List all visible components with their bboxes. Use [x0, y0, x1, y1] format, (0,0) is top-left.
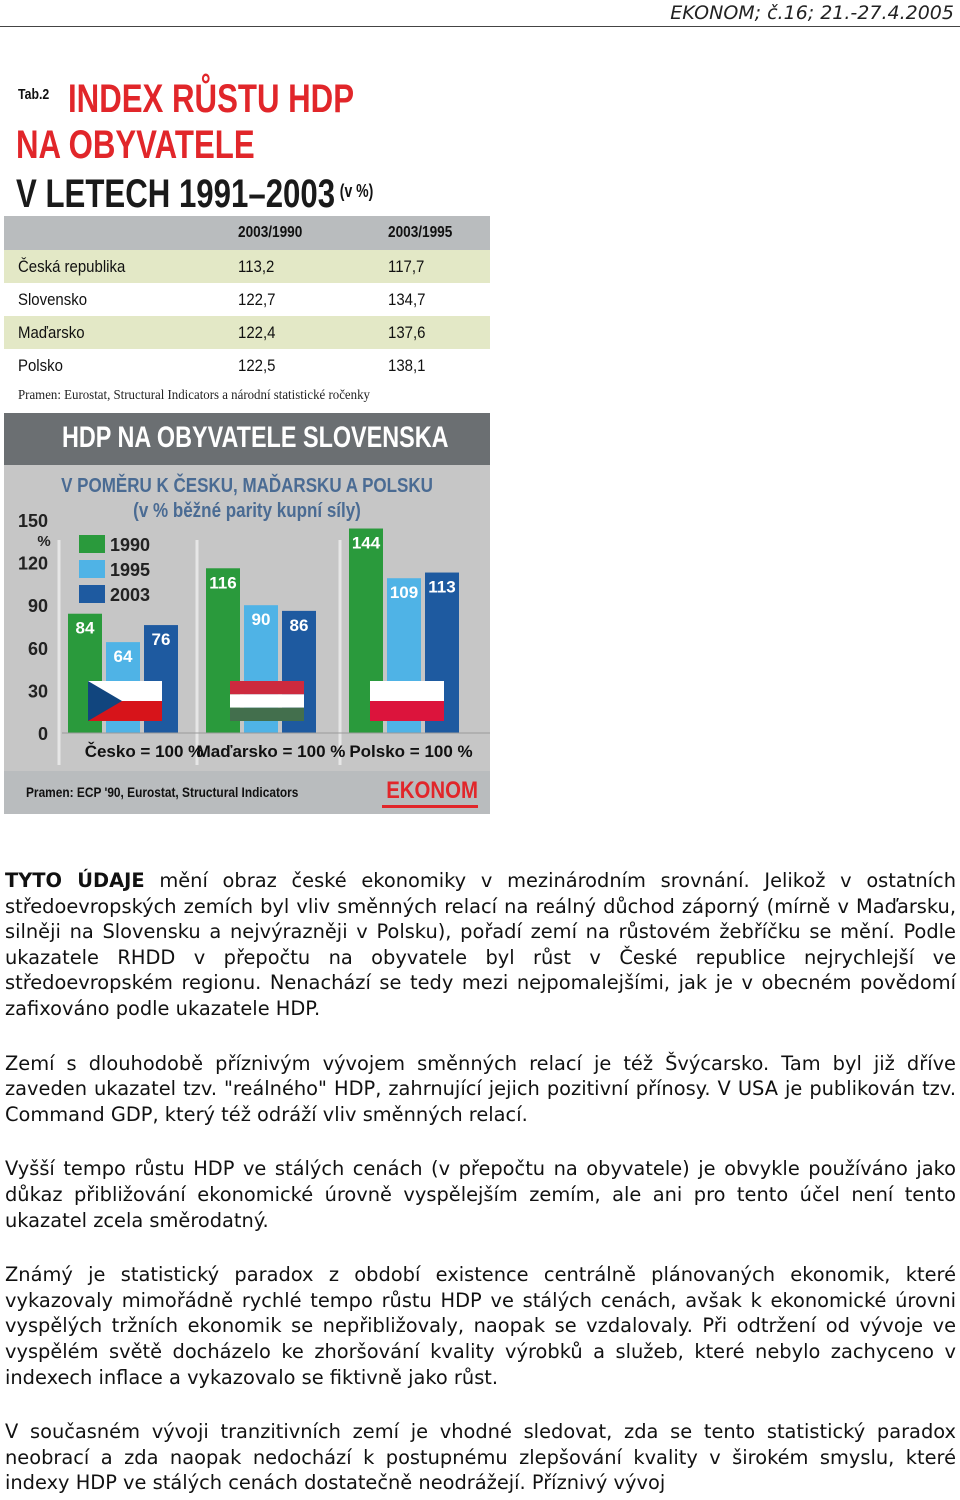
chart-source-bar	[4, 771, 490, 814]
bar-value-label: 113	[428, 577, 456, 597]
chart-title: HDP NA OBYVATELE SLOVENSKA	[62, 421, 449, 454]
bar-value-label: 76	[151, 630, 171, 650]
bar-value-label: 116	[209, 573, 237, 593]
bar-chart	[4, 465, 490, 771]
table-title-line-3	[16, 168, 373, 217]
chart-title-bar	[4, 413, 490, 465]
logo-underline	[382, 805, 478, 808]
table-title-text: V LETECH 1991–2003	[16, 172, 336, 216]
table-row	[4, 316, 490, 349]
y-tick-label: 0	[37, 724, 48, 744]
bar-value-label: 144	[351, 533, 381, 553]
y-tick-label: 60	[27, 638, 48, 659]
bar-value-label: 86	[289, 615, 309, 635]
category-label: Maďarsko = 100 %	[196, 742, 346, 761]
y-tick-label: 120	[17, 553, 48, 574]
table-cell: 117,7	[388, 257, 425, 276]
chart-area	[4, 465, 490, 771]
paragraph: V současném vývoji tranzitivních zemí je vhodné sledovat, zda se tento statistický paradox neobrací a zda naopak nedochází k postupnému zlepšování kvality v širokém smyslu, které indexy HDP ve stálých cenách dostatečně neodrážejí. Příznivý vývoj	[5, 1420, 956, 1495]
bar-value-label: 90	[251, 610, 271, 630]
table-row	[4, 349, 490, 382]
category-label: Polsko = 100 %	[349, 742, 473, 761]
legend-label: 1995	[110, 560, 151, 580]
column-header: 2003/1990	[238, 224, 303, 241]
legend-swatch	[79, 585, 105, 603]
lead-in: TYTO ÚDAJE	[5, 869, 145, 892]
table-cell: 137,6	[388, 323, 426, 342]
table-cell: 134,7	[388, 290, 426, 309]
table-cell: 122,5	[238, 356, 276, 375]
header-divider	[0, 26, 960, 27]
table-cell: 122,4	[238, 323, 276, 342]
chart-subtitle-line-2: (v % běžné parity kupní síly)	[133, 500, 361, 522]
hungarian-flag	[230, 681, 304, 721]
table-header-row	[4, 216, 490, 250]
legend-label: 2003	[110, 585, 151, 605]
legend-swatch	[79, 560, 105, 578]
chart-subtitle-line-1: V POMĚRU K ČESKU, MAĎARSKU A POLSKU	[61, 475, 433, 497]
table-title-line-1: INDEX RŮSTU HDP	[68, 77, 355, 121]
category-label: Česko = 100 %	[84, 742, 204, 761]
table-cell: 113,2	[238, 257, 275, 276]
bar-value-label: 109	[389, 583, 419, 603]
legend-label: 1990	[110, 535, 151, 555]
growth-index-table	[4, 216, 490, 382]
y-tick-label: 90	[27, 596, 48, 617]
ekonom-logo: EKONOM	[386, 777, 478, 804]
paragraph-text: mění obraz české ekonomiky v mezinárodním srovnání. Jelikož v ostatních středoevropských zemích byl vliv směnných relací na reálný důchod záporný (mírně v Maďarsku, silněji na Slovensku a nejvýrazněji v Polsku), pořadí zemí na růstovém žebříčku se mění. Podle ukazatele RHDD v přepočtu na obyvatele byl růst v České republice nejrychlejší ve středoevropském regionu. Nenachází se tedy mezi nejpomalejšími, jak je v obecném povědomí zafixováno podle ukazatele HDP.	[5, 869, 956, 1020]
y-tick-label: 150	[17, 511, 48, 531]
article-body	[5, 868, 956, 1500]
table-title-line-2: NA OBYVATELE	[16, 123, 255, 167]
table-unit: (v %)	[339, 181, 374, 201]
table-cell: Maďarsko	[18, 323, 85, 342]
y-tick-label: 30	[27, 681, 48, 702]
table-source: Pramen: Eurostat, Structural Indicators a národní statistické ročenky	[18, 388, 370, 403]
column-header: 2003/1995	[388, 224, 453, 241]
table-cell: Polsko	[18, 356, 63, 375]
chart-source: Pramen: ECP '90, Eurostat, Structural Indicators	[26, 784, 299, 800]
table-cell: 138,1	[388, 356, 426, 375]
czech-flag	[88, 681, 162, 721]
paragraph: Známý je statistický paradox z období existence centrálně plánovaných ekonomik, které vykazovaly mimořádně rychlé tempo růstu HDP ve stálých cenách, avšak k ekonomické úrovni vyspělých tržních ekonomik se nepřibližovaly, naopak se vzdalovaly. Při odtržení od vývoje ve vyspělém světě docházelo ke zhoršování kvality výrobků a služeb, které nebylo zachyceno v indexech inflace a vykazovalo se fiktivně jako růst.	[5, 1263, 956, 1389]
table-cell: Slovensko	[18, 290, 88, 309]
publication-reference: EKONOM; č.16; 21.-27.4.2005	[670, 2, 954, 24]
table-cell: 122,7	[238, 290, 276, 309]
bar-value-label: 64	[113, 647, 133, 667]
paragraph	[5, 868, 956, 1022]
paragraph: Zemí s dlouhodobě příznivým vývojem směnných relací je též Švýcarsko. Tam byl již dříve zaveden ukazatel tzv. "reálného" HDP, zahrnující jejich pozitivní přínosy. V USA je publikován tzv. Command GDP, který též odráží vliv směnných relací.	[5, 1051, 956, 1126]
bar-value-label: 84	[75, 618, 95, 638]
legend-swatch	[79, 535, 105, 553]
table-cell: Česká republika	[18, 257, 126, 276]
table-label: Tab.2	[18, 86, 50, 103]
infographic	[4, 68, 490, 814]
table-row	[4, 250, 490, 283]
paragraph: Vyšší tempo růstu HDP ve stálých cenách (v přepočtu na obyvatele) je obvykle používáno jako důkaz přibližování ekonomické úrovně vyspělejším zemím, ale ani pro tento účel není tento ukazatel zcela směrodatný.	[5, 1157, 956, 1232]
y-unit-label: %	[37, 533, 51, 550]
polish-flag	[370, 681, 444, 721]
table-row	[4, 283, 490, 316]
